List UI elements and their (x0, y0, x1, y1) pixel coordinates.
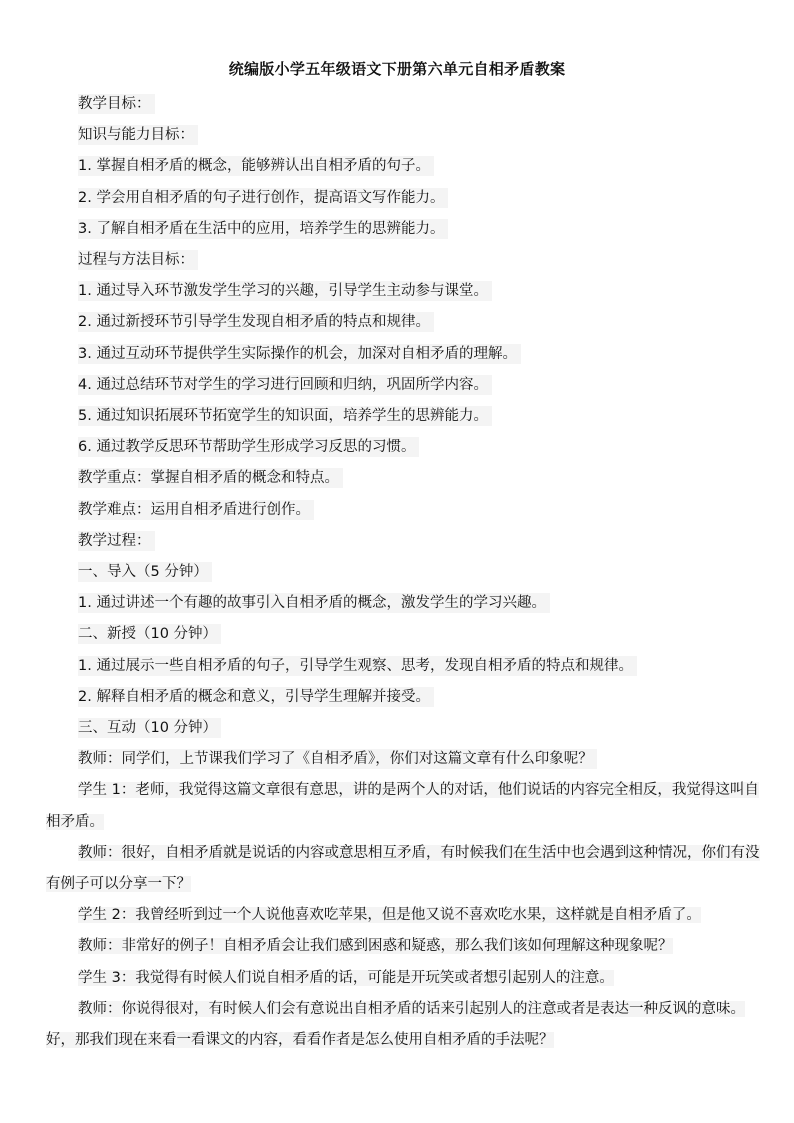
text-line: 4. 通过总结环节对学生的学习进行回顾和归纳，巩固所学内容。 (78, 375, 492, 395)
subheading-process-goals (46, 245, 760, 276)
list-item (46, 401, 760, 432)
step-heading-interaction (46, 713, 760, 744)
step-heading-intro (46, 557, 760, 588)
text-line: 1. 通过讲述一个有趣的故事引入自相矛盾的概念，激发学生的学习兴趣。 (78, 593, 550, 613)
dialogue-paragraph (46, 963, 760, 994)
text-line: 1. 通过展示一些自相矛盾的句子，引导学生观察、思考，发现自相矛盾的特点和规律。 (78, 656, 637, 676)
list-item (46, 276, 760, 307)
text-line: 2. 解释自相矛盾的概念和意义，引导学生理解并接受。 (78, 687, 434, 707)
list-item (46, 183, 760, 214)
text-line: 教学难点：运用自相矛盾进行创作。 (78, 500, 314, 520)
text-line: 6. 通过教学反思环节帮助学生形成学习反思的习惯。 (78, 437, 419, 457)
text-line: 1. 通过导入环节激发学生学习的兴趣，引导学生主动参与课堂。 (78, 281, 492, 301)
text-line: 2. 通过新授环节引导学生发现自相矛盾的特点和规律。 (78, 312, 434, 332)
text-line: 过程与方法目标： (78, 250, 198, 270)
text-line: 教师：同学们，上节课我们学习了《自相矛盾》，你们对这篇文章有什么印象呢？ (78, 749, 597, 769)
text-line: 知识与能力目标： (78, 125, 198, 145)
dialogue-paragraph (46, 994, 760, 1056)
list-item (46, 651, 760, 682)
dialogue-paragraph (46, 775, 760, 837)
list-item (46, 151, 760, 182)
dialogue-paragraph (46, 931, 760, 962)
document-title: 统编版小学五年级语文下册第六单元自相矛盾教案 (228, 60, 566, 78)
section-heading-process (46, 526, 760, 557)
text-line: 三、互动（10 分钟） (78, 718, 221, 738)
text-line: 3. 通过互动环节提供学生实际操作的机会，加深对自相矛盾的理解。 (78, 344, 521, 364)
text-line: 5. 通过知识拓展环节拓宽学生的知识面，培养学生的思辨能力。 (78, 406, 492, 426)
list-item (46, 370, 760, 401)
dialogue-line (46, 744, 760, 775)
text-line: 教学重点：掌握自相矛盾的概念和特点。 (78, 468, 343, 488)
step-heading-new-lesson (46, 619, 760, 650)
text-line: 教学过程： (78, 531, 155, 551)
text-line: 学生 3：我觉得有时候人们说自相矛盾的话，可能是开玩笑或者想引起别人的注意。 (78, 969, 614, 986)
text-line: 3. 了解自相矛盾在生活中的应用，培养学生的思辨能力。 (78, 219, 448, 239)
section-heading-objectives (46, 89, 760, 120)
text-line: 2. 学会用自相矛盾的句子进行创作，提高语文写作能力。 (78, 188, 448, 208)
list-item (46, 307, 760, 338)
text-line: 教师：你说得很对，有时候人们会有意说出自相矛盾的话来引起别人的注意或者是表达一种反讽的意味。好，那我们现在来看一看课文的内容，看看作者是怎么使用自相矛盾的手法呢？ (46, 1000, 745, 1049)
list-item (46, 682, 760, 713)
document-body (46, 89, 760, 1056)
key-point (46, 463, 760, 494)
text-line: 学生 2：我曾经听到过一个人说他喜欢吃苹果，但是他又说不喜欢吃水果，这样就是自相矛盾了。 (78, 907, 701, 924)
text-line: 二、新授（10 分钟） (78, 624, 221, 644)
text-line: 教师：非常好的例子！自相矛盾会让我们感到困惑和疑惑，那么我们该如何理解这种现象呢？ (78, 938, 673, 955)
subheading-knowledge-goals (46, 120, 760, 151)
text-line: 教师：很好，自相矛盾就是说话的内容或意思相互矛盾，有时候我们在生活中也会遇到这种情况，你们有没有例子可以分享一下？ (46, 844, 760, 893)
list-item (46, 214, 760, 245)
dialogue-paragraph (46, 838, 760, 900)
list-item (46, 588, 760, 619)
text-line: 一、导入（5 分钟） (78, 562, 212, 582)
list-item (46, 432, 760, 463)
text-line: 1. 掌握自相矛盾的概念，能够辨认出自相矛盾的句子。 (78, 156, 434, 176)
difficult-point (46, 495, 760, 526)
dialogue-paragraph (46, 900, 760, 931)
text-line: 教学目标： (78, 94, 155, 114)
text-line: 学生 1：老师，我觉得这篇文章很有意思，讲的是两个人的对话，他们说话的内容完全相反，我觉得这叫自相矛盾。 (46, 782, 759, 830)
list-item (46, 339, 760, 370)
